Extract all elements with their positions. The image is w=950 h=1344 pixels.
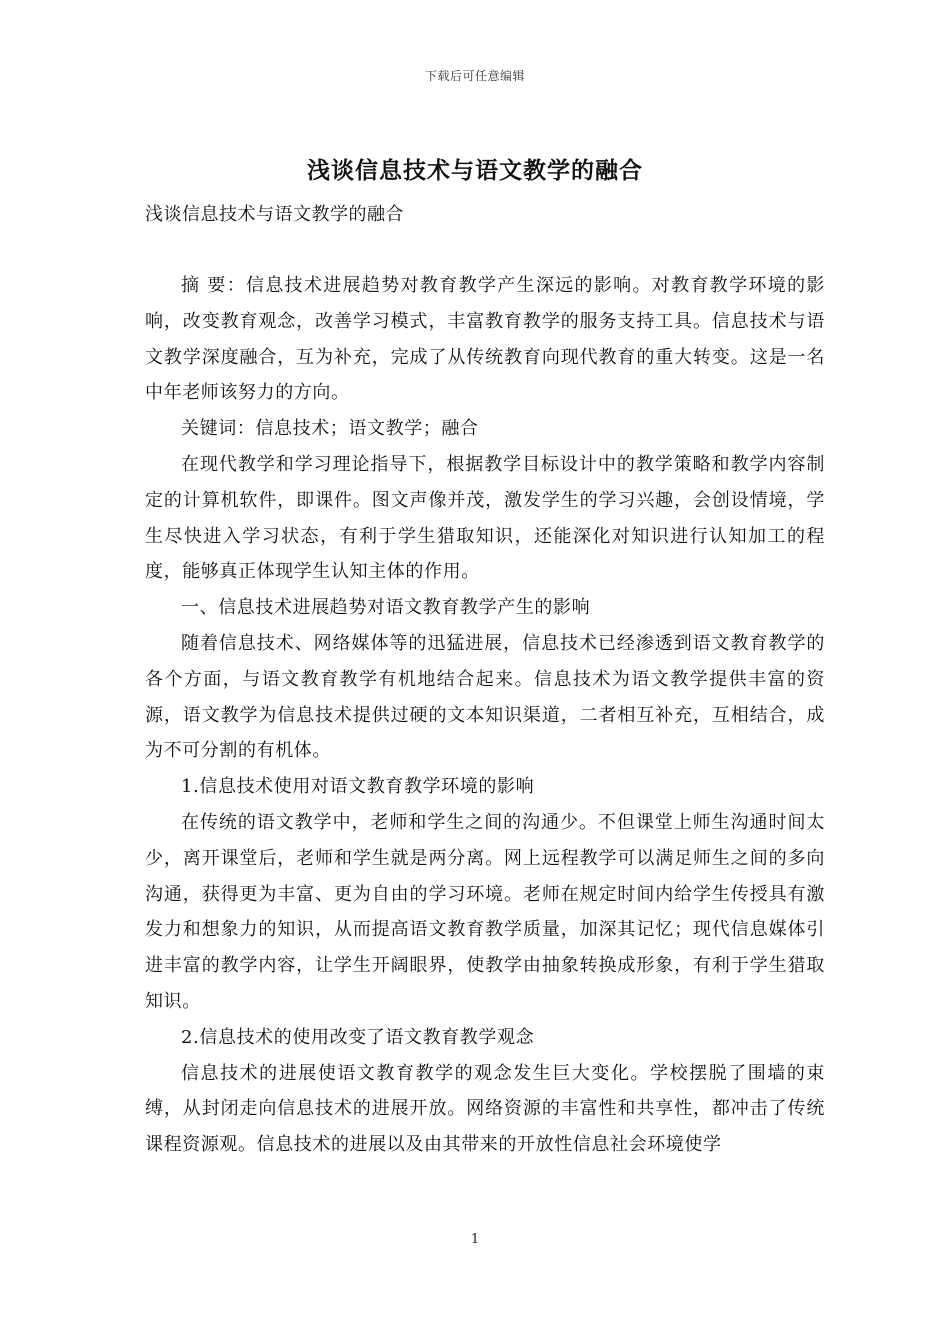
subsection-heading-2: 2.信息技术的使用改变了语文教育教学观念 — [181, 1026, 535, 1048]
body-paragraph: 信息技术的进展使语文教育教学的观念发生巨大变化。学校摆脱了围墙的束缚，从封闭走向信息技术的进展开放。网络资源的丰富性和共享性，都冲击了传统课程资源观。信息技术的进展以及由其带来的开放性信息社会环境使学 — [145, 1062, 825, 1156]
body-paragraph: 在传统的语文教学中，老师和学生之间的沟通少。不但课堂上师生沟通时间太少，离开课堂后，老师和学生就是两分离。网上远程教学可以满足师生之间的多向沟通，获得更为丰富、更为自由的学习环境。老师在规定时间内给学生传授具有激发力和想象力的知识，从而提高语文教育教学质量，加深其记忆；现代信息媒体引进丰富的教学内容，让学生开阔眼界，使教学由抽象转换成形象，有利于学生猎取知识。 — [145, 811, 825, 1012]
document-subtitle: 浅谈信息技术与语文教学的融合 — [145, 204, 404, 225]
page-header-note: 下载后可任意编辑 — [424, 69, 525, 83]
section-heading-1: 一、信息技术进展趋势对语文教育教学产生的影响 — [181, 597, 591, 619]
subsection-heading-1: 1.信息技术使用对语文教育教学环境的影响 — [181, 776, 535, 798]
document-title: 浅谈信息技术与语文教学的融合 — [307, 157, 643, 184]
document-body — [145, 268, 825, 1163]
abstract-paragraph: 摘 要：信息技术进展趋势对教育教学产生深远的影响。对教育教学环境的影响，改变教育观念，改善学习模式，丰富教育教学的服务支持工具。信息技术与语文教学深度融合，互为补充，完成了从传统教育向现代教育的重大转变。这是一名中年老师该努力的方向。 — [145, 275, 825, 404]
page-number: 1 — [470, 1232, 480, 1247]
intro-paragraph: 在现代教学和学习理论指导下，根据教学目标设计中的教学策略和教学内容制定的计算机软件，即课件。图文声像并茂，激发学生的学习兴趣，会创设情境，学生尽快进入学习状态，有利于学生猎取知识，还能深化对知识进行认知加工的程度，能够真正体现学生认知主体的作用。 — [145, 453, 825, 583]
body-paragraph: 随着信息技术、网络媒体等的迅猛进展，信息技术已经渗透到语文教育教学的各个方面，与语文教育教学有机地结合起来。信息技术为语文教学提供丰富的资源，语文教学为信息技术提供过硬的文本知识渠道，二者相互补充，互相结合，成为不可分割的有机体。 — [145, 632, 825, 762]
keywords-paragraph: 关键词：信息技术；语文教学；融合 — [181, 418, 479, 440]
